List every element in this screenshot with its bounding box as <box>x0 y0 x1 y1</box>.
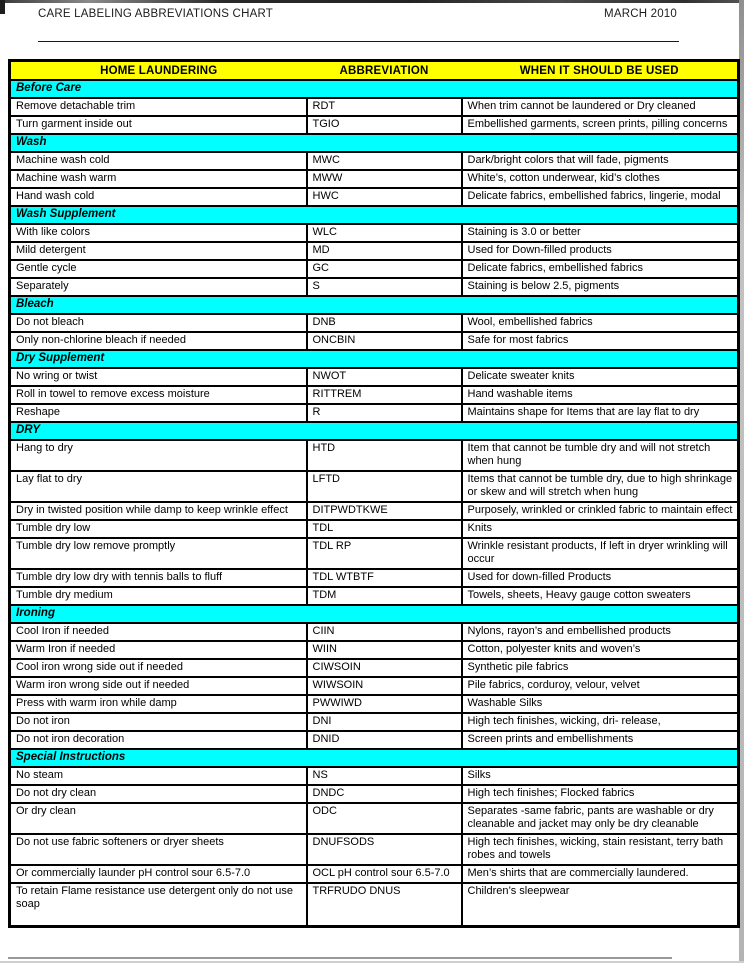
cell-usage: Hand washable items <box>462 386 739 404</box>
cell-abbreviation: GC <box>307 260 462 278</box>
cell-instruction: Or dry clean <box>10 803 307 834</box>
table-row <box>10 368 739 386</box>
cell-instruction: Tumble dry medium <box>10 587 307 605</box>
cell-usage: High tech finishes; Flocked fabrics <box>462 785 739 803</box>
cell-usage: Used for Down-filled products <box>462 242 739 260</box>
table-row <box>10 767 739 785</box>
cell-abbreviation: HWC <box>307 188 462 206</box>
cell-abbreviation: RDT <box>307 98 462 116</box>
cell-abbreviation: DNDC <box>307 785 462 803</box>
cell-abbreviation: WIIN <box>307 641 462 659</box>
section-title: Dry Supplement <box>10 350 739 368</box>
section-title: Wash <box>10 134 739 152</box>
care-labeling-table <box>8 59 740 928</box>
cell-usage: Staining is below 2.5, pigments <box>462 278 739 296</box>
cell-instruction: Lay flat to dry <box>10 471 307 502</box>
cell-instruction: No wring or twist <box>10 368 307 386</box>
cell-instruction: No steam <box>10 767 307 785</box>
table-row <box>10 404 739 422</box>
cell-instruction: Tumble dry low remove promptly <box>10 538 307 569</box>
table-row <box>10 502 739 520</box>
table-row <box>10 224 739 242</box>
cell-usage: Children’s sleepwear <box>462 883 739 927</box>
cell-usage: Knits <box>462 520 739 538</box>
cell-usage: Delicate fabrics, embellished fabrics, lingerie, modal <box>462 188 739 206</box>
cell-abbreviation: TDL RP <box>307 538 462 569</box>
scan-artifact-top-left-mark <box>0 0 5 14</box>
table-row <box>10 314 739 332</box>
table-row <box>10 520 739 538</box>
cell-abbreviation: OCL pH control sour 6.5-7.0 <box>307 865 462 883</box>
cell-instruction: Reshape <box>10 404 307 422</box>
cell-abbreviation: CIWSOIN <box>307 659 462 677</box>
table-row <box>10 731 739 749</box>
table-row <box>10 386 739 404</box>
cell-usage: High tech finishes, wicking, dri- release, <box>462 713 739 731</box>
cell-abbreviation: TRFRUDO DNUS <box>307 883 462 927</box>
cell-usage: When trim cannot be laundered or Dry cleaned <box>462 98 739 116</box>
cell-instruction: Do not dry clean <box>10 785 307 803</box>
table-row <box>10 440 739 471</box>
cell-instruction: Or commercially launder pH control sour 6.5-7.0 <box>10 865 307 883</box>
section-header-row <box>10 296 739 314</box>
cell-usage: Silks <box>462 767 739 785</box>
cell-abbreviation: TGIO <box>307 116 462 134</box>
table-row <box>10 538 739 569</box>
column-header-home-laundering: HOME LAUNDERING <box>10 61 307 81</box>
table-row <box>10 641 739 659</box>
cell-abbreviation: TDM <box>307 587 462 605</box>
table-row <box>10 713 739 731</box>
table-row <box>10 659 739 677</box>
cell-usage: Dark/bright colors that will fade, pigments <box>462 152 739 170</box>
table-row <box>10 695 739 713</box>
cell-abbreviation: R <box>307 404 462 422</box>
table-row <box>10 170 739 188</box>
cell-usage: Synthetic pile fabrics <box>462 659 739 677</box>
cell-usage: Nylons, rayon’s and embellished products <box>462 623 739 641</box>
cell-abbreviation: PWWIWD <box>307 695 462 713</box>
cell-instruction: Warm iron wrong side out if needed <box>10 677 307 695</box>
cell-instruction: Only non-chlorine bleach if needed <box>10 332 307 350</box>
cell-usage: Safe for most fabrics <box>462 332 739 350</box>
table-row <box>10 188 739 206</box>
cell-usage: Wrinkle resistant products, If left in dryer wrinkling will occur <box>462 538 739 569</box>
cell-usage: Embellished garments, screen prints, pilling concerns <box>462 116 739 134</box>
table-row <box>10 260 739 278</box>
cell-usage: Staining is 3.0 or better <box>462 224 739 242</box>
cell-usage: Purposely, wrinkled or crinkled fabric to maintain effect <box>462 502 739 520</box>
table-row <box>10 587 739 605</box>
cell-usage: White’s, cotton underwear, kid’s clothes <box>462 170 739 188</box>
table-row <box>10 803 739 834</box>
cell-abbreviation: TDL WTBTF <box>307 569 462 587</box>
section-title: Wash Supplement <box>10 206 739 224</box>
cell-usage: Wool, embellished fabrics <box>462 314 739 332</box>
cell-abbreviation: WIWSOIN <box>307 677 462 695</box>
cell-instruction: Machine wash warm <box>10 170 307 188</box>
scan-artifact-bottom-line <box>8 957 672 959</box>
cell-abbreviation: CIIN <box>307 623 462 641</box>
column-header-abbreviation: ABBREVIATION <box>307 61 462 81</box>
cell-instruction: To retain Flame resistance use detergent only do not use soap <box>10 883 307 927</box>
cell-instruction: Hand wash cold <box>10 188 307 206</box>
table-row <box>10 152 739 170</box>
section-header-row <box>10 605 739 623</box>
cell-abbreviation: MD <box>307 242 462 260</box>
cell-abbreviation: RITTREM <box>307 386 462 404</box>
cell-instruction: Separately <box>10 278 307 296</box>
cell-usage: Cotton, polyester knits and woven’s <box>462 641 739 659</box>
cell-instruction: Do not iron <box>10 713 307 731</box>
section-title: Bleach <box>10 296 739 314</box>
cell-instruction: Roll in towel to remove excess moisture <box>10 386 307 404</box>
table-row <box>10 569 739 587</box>
cell-abbreviation: HTD <box>307 440 462 471</box>
cell-abbreviation: DNB <box>307 314 462 332</box>
cell-instruction: Do not bleach <box>10 314 307 332</box>
cell-instruction: Mild detergent <box>10 242 307 260</box>
cell-usage: Men’s shirts that are commercially laundered. <box>462 865 739 883</box>
header-rule <box>38 41 679 42</box>
section-title: DRY <box>10 422 739 440</box>
cell-abbreviation: LFTD <box>307 471 462 502</box>
cell-instruction: Turn garment inside out <box>10 116 307 134</box>
cell-instruction: Remove detachable trim <box>10 98 307 116</box>
cell-abbreviation: TDL <box>307 520 462 538</box>
section-header-row <box>10 134 739 152</box>
table-row <box>10 471 739 502</box>
cell-instruction: With like colors <box>10 224 307 242</box>
table-row <box>10 278 739 296</box>
cell-usage: Separates -same fabric, pants are washable or dry cleanable and jacket may only be dry cleanable <box>462 803 739 834</box>
cell-abbreviation: NS <box>307 767 462 785</box>
table-row <box>10 332 739 350</box>
section-header-row <box>10 422 739 440</box>
cell-instruction: Cool iron wrong side out if needed <box>10 659 307 677</box>
cell-instruction: Warm Iron if needed <box>10 641 307 659</box>
table-row <box>10 883 739 927</box>
cell-abbreviation: ONCBIN <box>307 332 462 350</box>
cell-abbreviation: S <box>307 278 462 296</box>
section-header-row <box>10 350 739 368</box>
cell-usage: Screen prints and embellishments <box>462 731 739 749</box>
document-date: MARCH 2010 <box>604 8 677 20</box>
cell-instruction: Do not use fabric softeners or dryer sheets <box>10 834 307 865</box>
table-row <box>10 98 739 116</box>
cell-instruction: Cool Iron if needed <box>10 623 307 641</box>
section-header-row <box>10 206 739 224</box>
cell-instruction: Tumble dry low <box>10 520 307 538</box>
cell-abbreviation: MWC <box>307 152 462 170</box>
cell-abbreviation: DNUFSODS <box>307 834 462 865</box>
document-header <box>38 8 677 20</box>
section-title: Ironing <box>10 605 739 623</box>
cell-abbreviation: MWW <box>307 170 462 188</box>
section-header-row <box>10 80 739 98</box>
cell-instruction: Dry in twisted position while damp to keep wrinkle effect <box>10 502 307 520</box>
cell-abbreviation: ODC <box>307 803 462 834</box>
column-header-when-used: WHEN IT SHOULD BE USED <box>462 61 739 81</box>
cell-usage: Washable Silks <box>462 695 739 713</box>
table-row <box>10 785 739 803</box>
table-row <box>10 865 739 883</box>
cell-instruction: Gentle cycle <box>10 260 307 278</box>
cell-usage: Item that cannot be tumble dry and will not stretch when hung <box>462 440 739 471</box>
table-row <box>10 834 739 865</box>
document-title: CARE LABELING ABBREVIATIONS CHART <box>38 8 273 20</box>
table-row <box>10 623 739 641</box>
cell-abbreviation: DNI <box>307 713 462 731</box>
cell-instruction: Do not iron decoration <box>10 731 307 749</box>
cell-instruction: Tumble dry low dry with tennis balls to fluff <box>10 569 307 587</box>
cell-usage: Delicate sweater knits <box>462 368 739 386</box>
cell-usage: Towels, sheets, Heavy gauge cotton sweaters <box>462 587 739 605</box>
cell-usage: Pile fabrics, corduroy, velour, velvet <box>462 677 739 695</box>
cell-usage: Maintains shape for Items that are lay flat to dry <box>462 404 739 422</box>
table-row <box>10 677 739 695</box>
scan-artifact-top-edge <box>0 0 744 3</box>
cell-usage: High tech finishes, wicking, stain resistant, terry bath robes and towels <box>462 834 739 865</box>
section-header-row <box>10 749 739 767</box>
cell-usage: Delicate fabrics, embellished fabrics <box>462 260 739 278</box>
cell-instruction: Hang to dry <box>10 440 307 471</box>
cell-instruction: Machine wash cold <box>10 152 307 170</box>
cell-usage: Items that cannot be tumble dry, due to high shrinkage or skew and will stretch when hung <box>462 471 739 502</box>
cell-abbreviation: DITPWDTKWE <box>307 502 462 520</box>
section-title: Special Instructions <box>10 749 739 767</box>
cell-abbreviation: DNID <box>307 731 462 749</box>
section-title: Before Care <box>10 80 739 98</box>
cell-usage: Used for down-filled Products <box>462 569 739 587</box>
table-header-row <box>10 61 739 81</box>
cell-abbreviation: WLC <box>307 224 462 242</box>
table-row <box>10 242 739 260</box>
table-row <box>10 116 739 134</box>
cell-abbreviation: NWOT <box>307 368 462 386</box>
cell-instruction: Press with warm iron while damp <box>10 695 307 713</box>
